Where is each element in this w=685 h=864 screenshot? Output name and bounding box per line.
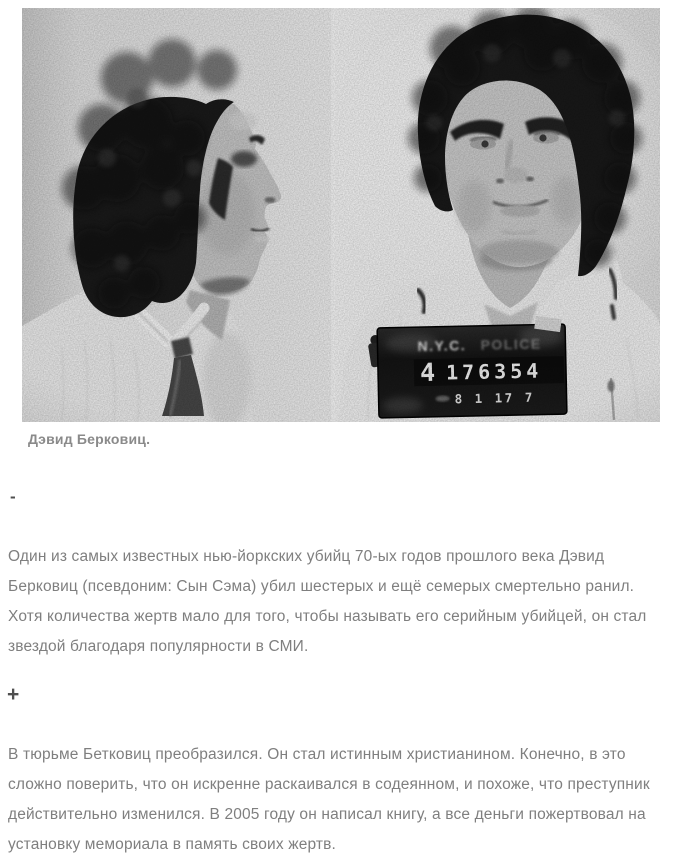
photo-caption: Дэвид Берковиц. [28, 431, 151, 447]
paragraph-biography: Один из самых известных нью-йоркских убийц 70-ых годов прошлого века Дэвид Берковиц (псевдоним: Сын Сэма) убил шестерых и ещё семерых смертельно ранил. Хотя количества жертв мало для того, чтобы называть его серийным убийцей, он стал звездой благодаря популярности в СМИ. [8, 548, 647, 655]
separator-minus: - [10, 487, 16, 506]
mugshot-image [22, 8, 660, 422]
separator-plus: + [7, 683, 20, 706]
paragraph-prison: В тюрьме Бетковиц преобразился. Он стал истинным христианином. Конечно, в это сложно поверить, что он искренне раскаивался в содеянном, и похоже, что преступник действительно изменился. В 2005 году он написал книгу, а все деньги пожертвовал на установку мемориала в память своих жертв. [8, 746, 650, 853]
mugshot-photo [22, 8, 660, 422]
